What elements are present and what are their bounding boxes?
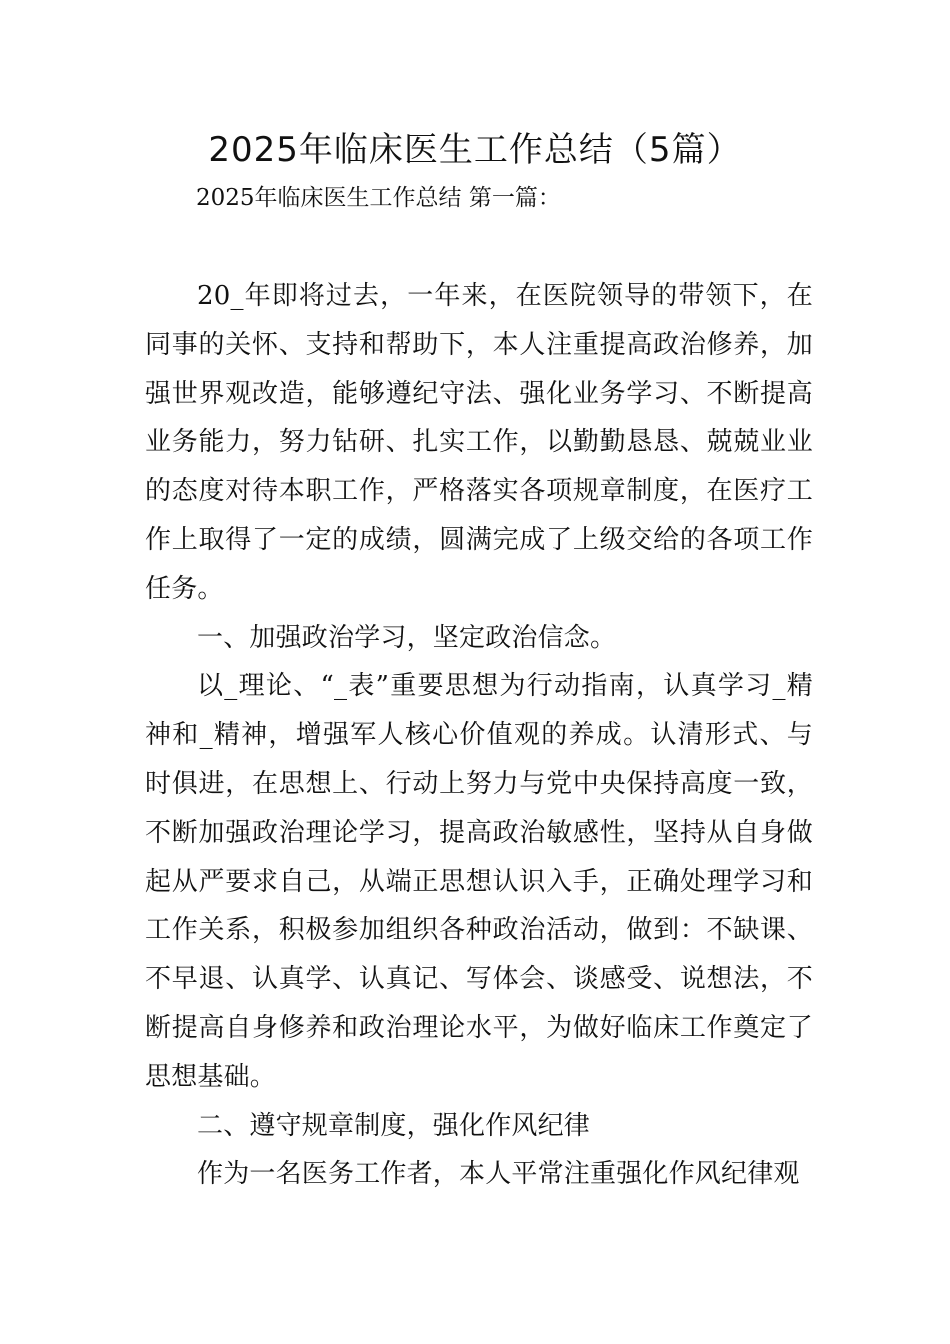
paragraph-section-1: 以_理论、“_表”重要思想为行动指南，认真学习_精神和_精神，增强军人核心价值观的养成。认清形式、与时俱进，在思想上、行动上努力与党中央保持高度一致，不断加强政治理论学习，提高政治敏感性，坚持从自身做起从严要求自己，从端正思想认识入手，正确处理学习和工作关系，积极参加组织各种政治活动，做到：不缺课、不早退、认真学、认真记、写体会、谈感受、说想法，不断提高自身修养和政治理论水平，为做好临床工作奠定了思想基础。 [145, 671, 813, 1092]
section-heading-1: 一、加强政治学习，坚定政治信念。 [197, 622, 617, 653]
section-heading-2: 二、遵守规章制度，强化作风纪律 [197, 1110, 591, 1141]
document-title: 2025年临床医生工作总结（5篇） [208, 130, 742, 170]
document-body [145, 272, 813, 1199]
paragraph-section-2: 作为一名医务工作者，本人平常注重强化作风纪律观 [197, 1159, 800, 1190]
document-subtitle: 2025年临床医生工作总结 第一篇： [196, 185, 561, 211]
paragraph-intro: 20_年即将过去，一年来，在医院领导的带领下，在同事的关怀、支持和帮助下，本人注重提高政治修养，加强世界观改造，能够遵纪守法、强化业务学习、不断提高业务能力，努力钻研、扎实工作，以勤勤恳恳、兢兢业业的态度对待本职工作，严格落实各项规章制度，在医疗工作上取得了一定的成绩，圆满完成了上级交给的各项工作任务。 [145, 281, 813, 604]
